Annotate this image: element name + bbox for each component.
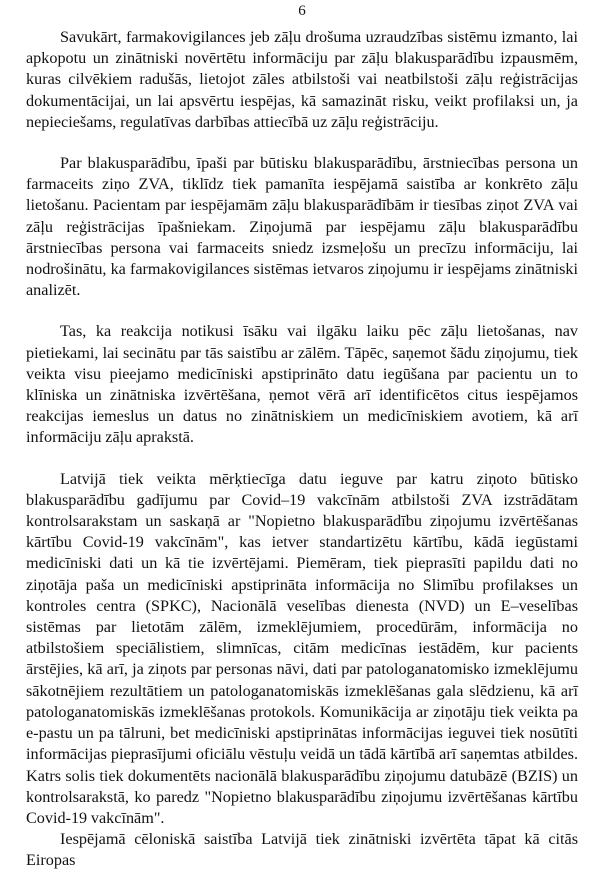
paragraph-pharmacovigilance: Savukārt, farmakovigilances jeb zāļu drošuma uzraudzības sistēmu izmanto, lai apkopotu un zinātniski novērtētu informāciju par zāļu blakusparādību izpausmēm, kuras cilvēkiem radušās, lietojot zāles atbilstoši vai neatbilstoši zāļu reģistrācijas dokumentācijai, un lai apsvērtu iespējas, kā samazināt risku, veikt profilaksi un, ja nepieciešams, regulatīvas darbības attiecībā uz zāļu reģistrāciju. [26, 28, 578, 131]
paragraph-causality: Tas, ka reakcija notikusi īsāku vai ilgāku laiku pēc zāļu lietošanas, nav pietiekami, lai secinātu par tās saistību ar zālēm. Tāpēc, saņemot šādu ziņojumu, tiek veikta visu pieejamo medicīniski apstiprināto datu iegūšana par pacientu un to klīniska un zinātniska izvērtēšana, ņemot vērā arī identificētos citus iespējamos reakcijas iemeslus un datus no zinātniskiem un medicīniskiem avotiem, kā arī informāciju zāļu aprakstā. [26, 322, 578, 447]
paragraph-covid-data: Latvijā tiek veikta mērķtiecīga datu ieguve par katru ziņoto būtisko blakusparādību gadījumu par Covid–19 vakcīnām atbilstoši ZVA izstrādātam kontrolsarakstam un saskaņā ar "Nopietno blakusparādību ziņojumu izvērtēšanas kārtību Covid-19 vakcīnām", kas ietver standartizētu kārtību, kādā iegūstami medicīniski dati un kā tie izvērtējami. Piemēram, tiek pieprasīti papildu dati no ziņotāja paša un medicīniski apstiprināta informācija no Slimību profilakses un kontroles centra (SPKC), Nacionālā veselības dienesta (NVD) un E–veselības sistēmas par lietotām zālēm, izmeklējumiem, procedūrām, informācija no atbilstošiem speciālistiem, slimnīcas, citām medicīnas iestādēm, kur pacients ārstējies, kā arī, ja ziņots par personas nāvi, dati par patologanatomisko izmeklējumu sākotnējiem rezultātiem un patologanatomiskās izmeklēšanas gala slēdzienu, kā arī patologanatomiskās izmeklēšanas protokols. Komunikācija ar ziņotāju tiek veikta pa e-pastu un pa tālruni, bet medicīniski apstiprinātas informācijas ieguvei tiek nosūtīti informācijas pieprasījumi oficiālu vēstuļu veidā un tādā kārtībā arī saņemtas atbildes. Katrs solis tiek dokumentēts nacionālā blakusparādību ziņojumu datubāzē (BZIS) un kontrolsarakstā, ko paredz "Nopietno blakusparādību ziņojumu izvērtēšanas kārtību Covid-19 vakcīnām". [26, 469, 578, 827]
paragraph-reporting: Par blakusparādību, īpaši par būtisku blakusparādību, ārstniecības persona un farmaceits ziņo ZVA, tiklīdz tiek pamanīta iespējamā saistība ar konkrēto zāļu lietošanu. Pacientam par iespējamām zāļu blakusparādībām ir tiesības ziņot ZVA vai zāļu reģistrācijas īpašniekam. Ziņojumā par iespējamu zāļu blakusparādību ārstniecības persona vai farmaceits sniedz izsmeļošu un precīzu informāciju, lai nodrošinātu, ka farmakovigilances sistēmas ietvaros ziņojumu ir iespējams zinātniski analizēt. [26, 154, 578, 300]
paragraph-continuation: Iespējamā cēloniskā saistība Latvijā tiek zinātniski izvērtēta tāpat kā citās Eiropas [26, 830, 578, 870]
page-number: 6 [298, 3, 306, 19]
